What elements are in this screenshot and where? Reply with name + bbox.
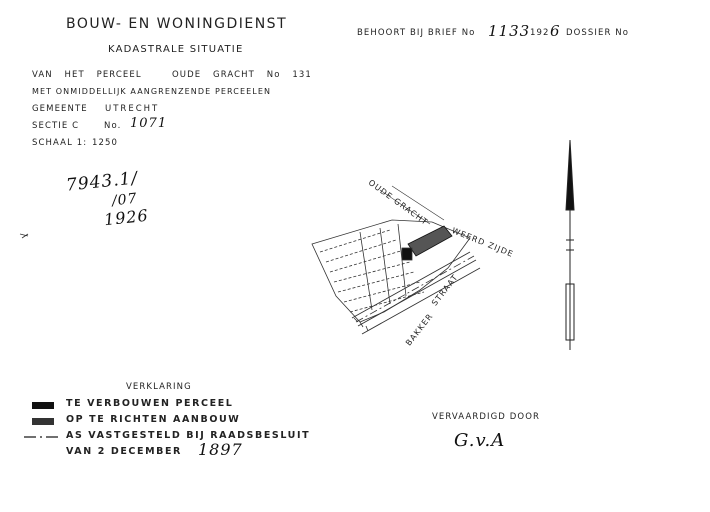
- behoort-label: BEHOORT BIJ BRIEF No: [357, 28, 476, 38]
- van-label: VAN HET PERCEEL: [32, 70, 142, 80]
- legend-swatch-2: [32, 418, 54, 425]
- stamp-year: 1926: [103, 205, 150, 230]
- sectie-no-label: No.: [104, 121, 122, 131]
- parcel-solid: [402, 248, 412, 260]
- schaal-value: 1250: [92, 138, 119, 148]
- dossier-label: DOSSIER No: [566, 28, 630, 38]
- legend-swatch-1: [32, 402, 54, 409]
- legend-item-3: AS VASTGESTELD BIJ RAADSBESLUIT: [66, 430, 311, 441]
- document-subtitle: KADASTRALE SITUATIE: [108, 44, 244, 55]
- parcel-hatched: [408, 226, 452, 256]
- sectie-number: 1071: [130, 116, 168, 131]
- department-title: BOUW- EN WONINGDIENST: [66, 16, 288, 32]
- legend-date: VAN 2 DECEMBER: [66, 446, 182, 457]
- north-arrow: [566, 140, 574, 350]
- legend-date-year: 1897: [198, 440, 243, 459]
- gemeente-label: GEMEENTE: [32, 104, 88, 114]
- gemeente-value: UTRECHT: [105, 104, 160, 114]
- schaal-label: SCHAAL 1:: [32, 138, 88, 148]
- vervaardigd-label: VERVAARDIGD DOOR: [432, 412, 540, 422]
- legend-item-2: OP TE RICHTEN AANBOUW: [66, 414, 241, 425]
- margin-mark: [20, 234, 28, 238]
- sectie-label: SECTIE C: [32, 121, 80, 131]
- map-label-oude-gracht: OUDE GRACHT: [366, 178, 430, 228]
- parcel-address: OUDE GRACHT No 131: [172, 70, 312, 80]
- legend-title: VERKLARING: [126, 382, 192, 392]
- stamp-number: 7943.1/: [65, 168, 140, 196]
- stamp-month: /07: [111, 190, 139, 210]
- map-label-weerd-zijde: WEERD ZIJDE: [450, 226, 516, 259]
- map-label-bakker: BAKKER: [404, 311, 435, 348]
- adjacent-parcels: MET ONMIDDELLIJK AANGRENZENDE PERCEELEN: [32, 87, 272, 96]
- year-suffix: 6: [550, 22, 561, 40]
- brief-number: 1133: [488, 22, 531, 40]
- signature: G.v.A: [454, 430, 506, 451]
- legend-item-1: TE VERBOUWEN PERCEEL: [66, 398, 234, 409]
- year-prefix: 192: [530, 28, 550, 38]
- map-label-straat: STRAAT: [430, 272, 461, 308]
